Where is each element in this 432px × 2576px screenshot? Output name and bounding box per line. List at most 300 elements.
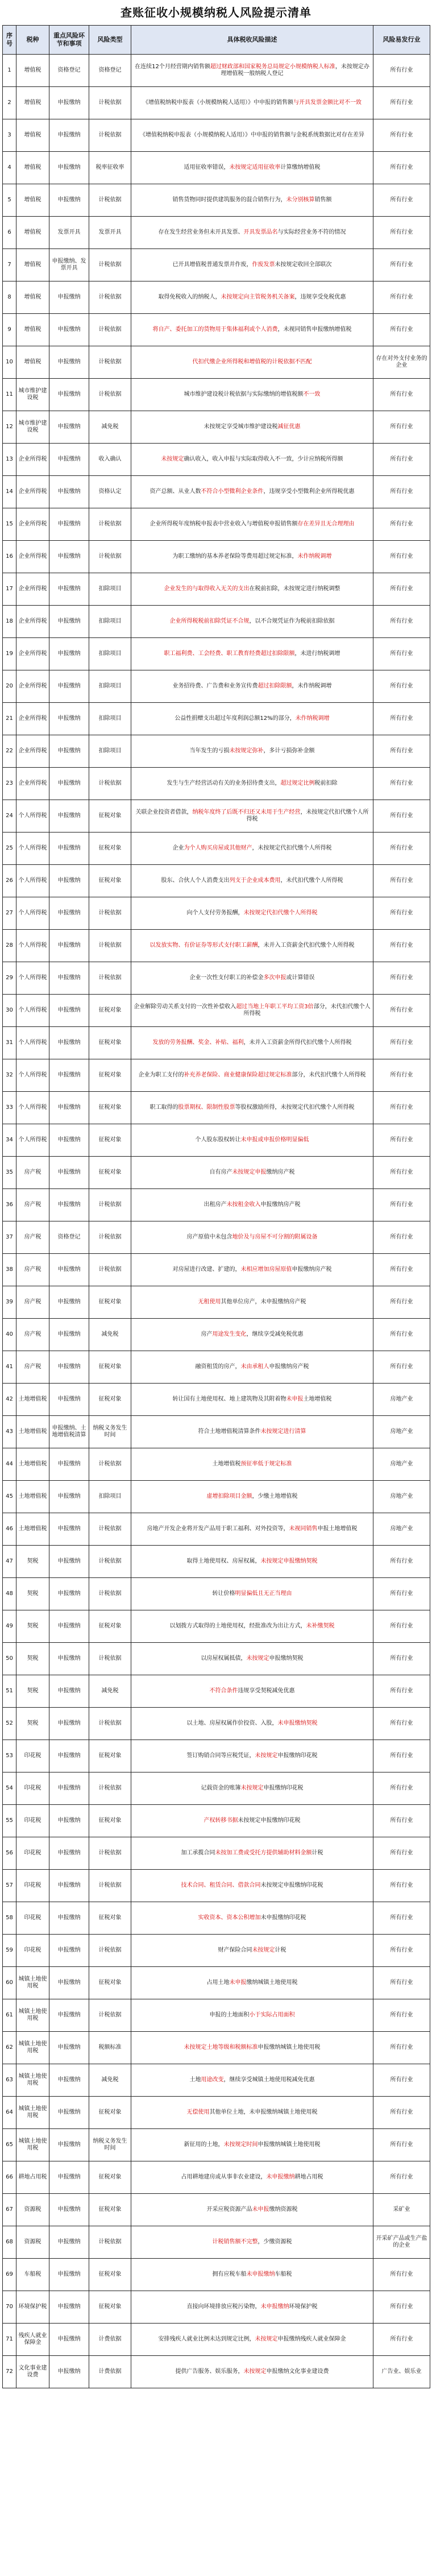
cell-no: 33 bbox=[3, 1092, 16, 1124]
cell-stage: 申报缴纳 bbox=[49, 2194, 89, 2226]
cell-desc: 《增值税纳税申报表（小规模纳税人适用）》中申报的销售额与金税系统数据比对存在差异 bbox=[131, 119, 373, 152]
cell-industry: 所有行业 bbox=[373, 1286, 430, 1319]
cell-desc: 占用耕地建房或从事非农业建设，未申报缴纳耕地占用税 bbox=[131, 2161, 373, 2194]
cell-stage: 申报缴纳 bbox=[49, 1967, 89, 1999]
cell-desc: 转让国有土地使用权、地上建筑物及其附着物未申报土地增值税 bbox=[131, 1384, 373, 1416]
cell-stage: 申报缴纳 bbox=[49, 897, 89, 930]
cell-desc: 符合土地增值税清算条件未按规定进行清算 bbox=[131, 1416, 373, 1448]
cell-industry: 所有行业 bbox=[373, 444, 430, 476]
cell-tax: 印花税 bbox=[16, 1902, 49, 1935]
cell-type: 征税对象 bbox=[89, 1967, 131, 1999]
table-row bbox=[3, 2097, 430, 2129]
highlight-text: 企业发生的与取得收入无关的支出 bbox=[164, 586, 250, 592]
cell-stage: 申报缴纳 bbox=[49, 508, 89, 541]
table-row bbox=[3, 2129, 430, 2161]
cell-stage: 申报缴纳 bbox=[49, 1837, 89, 1870]
highlight-text: 无租使用 bbox=[198, 1299, 221, 1305]
table-row bbox=[3, 217, 430, 249]
cell-no: 10 bbox=[3, 346, 16, 379]
cell-stage: 申报缴纳 bbox=[49, 1935, 89, 1967]
cell-no: 63 bbox=[3, 2064, 16, 2097]
cell-tax: 个人所得税 bbox=[16, 833, 49, 865]
cell-stage: 申报缴纳 bbox=[49, 346, 89, 379]
cell-type: 计税依据 bbox=[89, 1837, 131, 1870]
cell-tax: 土地增值税 bbox=[16, 1448, 49, 1481]
cell-tax: 土地增值税 bbox=[16, 1481, 49, 1513]
risk-table bbox=[2, 25, 430, 2388]
cell-tax: 个人所得税 bbox=[16, 1059, 49, 1092]
cell-type: 计税依据 bbox=[89, 1578, 131, 1610]
table-row bbox=[3, 1384, 430, 1416]
table-row bbox=[3, 444, 430, 476]
table-row bbox=[3, 2194, 430, 2226]
table-row bbox=[3, 1448, 430, 1481]
table-row bbox=[3, 281, 430, 314]
cell-tax: 契税 bbox=[16, 1675, 49, 1708]
cell-desc: 业务招待费、广告费和业务宣传费超过扣除限额，未作纳税调增 bbox=[131, 670, 373, 703]
cell-type: 计费依据 bbox=[89, 2324, 131, 2356]
cell-industry: 所有行业 bbox=[373, 314, 430, 346]
cell-tax: 企业所得税 bbox=[16, 508, 49, 541]
cell-type: 减免税 bbox=[89, 1319, 131, 1351]
highlight-text: 多次申报 bbox=[263, 975, 286, 981]
cell-tax: 契税 bbox=[16, 1546, 49, 1578]
cell-tax: 印花税 bbox=[16, 1805, 49, 1837]
page-title: 查账征收小规模纳税人风险提示清单 bbox=[121, 6, 311, 19]
highlight-text: 预征率低于规定标准 bbox=[240, 1461, 292, 1467]
cell-tax: 文化事业建设费 bbox=[16, 2356, 49, 2388]
cell-desc: 房产原值中未包含地价及与房屋不可分割的附属设备 bbox=[131, 1221, 373, 1254]
cell-desc: 房产用途发生变化，继续享受减免税优惠 bbox=[131, 1319, 373, 1351]
cell-stage: 申报缴纳 bbox=[49, 995, 89, 1027]
highlight-text: 未申报 bbox=[286, 1396, 304, 1402]
highlight-text: 代扣代缴企业所得税和增值税的计税依据不匹配 bbox=[192, 359, 312, 365]
highlight-text: 股票期权、限制性股票 bbox=[178, 1104, 235, 1111]
cell-desc: 提供广告服务、娱乐服务，未按规定申报缴纳文化事业建设费 bbox=[131, 2356, 373, 2388]
cell-desc: 发生与生产经营活动有关的业务招待费支出，超过规定比例税前扣除 bbox=[131, 768, 373, 800]
cell-type: 征税对象 bbox=[89, 995, 131, 1027]
cell-no: 54 bbox=[3, 1772, 16, 1805]
table-row bbox=[3, 1902, 430, 1935]
cell-tax: 印花税 bbox=[16, 1772, 49, 1805]
cell-type: 征税对象 bbox=[89, 1124, 131, 1157]
highlight-text: 未按租金收入 bbox=[226, 1202, 261, 1208]
cell-stage: 申报缴纳 bbox=[49, 638, 89, 670]
highlight-text: 计税销售额不完整 bbox=[212, 2239, 258, 2245]
cell-industry: 所有行业 bbox=[373, 1059, 430, 1092]
table-row bbox=[3, 1837, 430, 1870]
cell-no: 61 bbox=[3, 1999, 16, 2032]
highlight-text: 未按规定 bbox=[240, 1785, 264, 1791]
cell-industry: 所有行业 bbox=[373, 735, 430, 768]
cell-tax: 个人所得税 bbox=[16, 1027, 49, 1059]
cell-type: 征税对象 bbox=[89, 1059, 131, 1092]
cell-stage: 申报缴纳 bbox=[49, 735, 89, 768]
cell-stage: 发票开具 bbox=[49, 217, 89, 249]
table-body bbox=[3, 55, 430, 2388]
cell-type: 计税依据 bbox=[89, 1546, 131, 1578]
table-row bbox=[3, 1254, 430, 1286]
cell-stage: 申报缴纳 bbox=[49, 768, 89, 800]
cell-no: 42 bbox=[3, 1384, 16, 1416]
cell-tax: 契税 bbox=[16, 1578, 49, 1610]
cell-type: 资格认定 bbox=[89, 476, 131, 508]
cell-industry: 所有行业 bbox=[373, 379, 430, 411]
table-row bbox=[3, 476, 430, 508]
highlight-text: 未申报 bbox=[252, 2206, 269, 2213]
cell-no: 25 bbox=[3, 833, 16, 865]
cell-no: 19 bbox=[3, 638, 16, 670]
table-row bbox=[3, 930, 430, 962]
cell-no: 49 bbox=[3, 1610, 16, 1643]
cell-no: 47 bbox=[3, 1546, 16, 1578]
cell-desc: 取得免税收入的纳税人，未按规定向主管税务机关备案，违规享受免税优惠 bbox=[131, 281, 373, 314]
cell-industry: 所有行业 bbox=[373, 1124, 430, 1157]
cell-stage: 申报缴纳 bbox=[49, 1870, 89, 1902]
table-row bbox=[3, 1999, 430, 2032]
cell-stage: 申报缴纳 bbox=[49, 1189, 89, 1221]
cell-type: 征税对象 bbox=[89, 1902, 131, 1935]
highlight-text: 未按规定 bbox=[252, 1947, 275, 1953]
cell-desc: 企业所得税年度纳税申报表中营业收入与增值税申报销售额存在差异且无合理理由 bbox=[131, 508, 373, 541]
cell-desc: 计税销售额不完整，少缴资源税 bbox=[131, 2226, 373, 2259]
cell-type: 计税依据 bbox=[89, 1254, 131, 1286]
cell-type: 减免税 bbox=[89, 411, 131, 444]
cell-type: 计税依据 bbox=[89, 379, 131, 411]
header-desc: 具体税收风险描述 bbox=[131, 26, 373, 55]
cell-tax: 企业所得税 bbox=[16, 541, 49, 573]
cell-industry: 房地产业 bbox=[373, 1384, 430, 1416]
cell-tax: 城镇土地使用税 bbox=[16, 2032, 49, 2064]
cell-stage: 申报缴纳 bbox=[49, 833, 89, 865]
cell-industry: 所有行业 bbox=[373, 897, 430, 930]
table-row bbox=[3, 897, 430, 930]
table-row bbox=[3, 1124, 430, 1157]
cell-no: 62 bbox=[3, 2032, 16, 2064]
cell-desc: 以土地、房屋权属作价投资、入股，未申报缴纳契税 bbox=[131, 1708, 373, 1740]
cell-stage: 申报缴纳 bbox=[49, 444, 89, 476]
highlight-text: 超过财政部和国家税务总局规定小规模纳税人标准 bbox=[210, 64, 335, 70]
highlight-text: 未按规定 bbox=[243, 2368, 267, 2375]
cell-tax: 个人所得税 bbox=[16, 995, 49, 1027]
highlight-text: 未相应增加房屋原值 bbox=[240, 1266, 292, 1273]
cell-tax: 增值税 bbox=[16, 152, 49, 184]
cell-desc: 财产保险合同未按规定计税 bbox=[131, 1935, 373, 1967]
cell-tax: 城镇土地使用税 bbox=[16, 2129, 49, 2161]
cell-type: 计税依据 bbox=[89, 281, 131, 314]
highlight-text: 与开具发票金额比对不一致 bbox=[293, 100, 362, 106]
cell-stage: 资格登记 bbox=[49, 55, 89, 87]
cell-desc: 已开具增值税普通发票并作废，作废发票未按规定收回全部联次 bbox=[131, 249, 373, 281]
cell-stage: 申报缴纳 bbox=[49, 2226, 89, 2259]
highlight-text: 将自产、委托加工的货物用于集体福利或个人消费 bbox=[152, 326, 278, 333]
cell-industry: 所有行业 bbox=[373, 87, 430, 119]
cell-industry: 所有行业 bbox=[373, 930, 430, 962]
cell-tax: 环境保护税 bbox=[16, 2291, 49, 2324]
cell-no: 50 bbox=[3, 1643, 16, 1675]
cell-stage: 申报缴纳 bbox=[49, 2032, 89, 2064]
highlight-text: 未申报缴纳 bbox=[260, 2304, 289, 2310]
cell-tax: 个人所得税 bbox=[16, 1124, 49, 1157]
cell-type: 计税依据 bbox=[89, 346, 131, 379]
table-row bbox=[3, 1772, 430, 1805]
cell-tax: 残疾人就业保障金 bbox=[16, 2324, 49, 2356]
cell-tax: 房产税 bbox=[16, 1189, 49, 1221]
cell-desc: 发放的劳务报酬、奖金、补贴、福利，未并入工资薪金所得代扣代缴个人所得税 bbox=[131, 1027, 373, 1059]
cell-stage: 申报缴纳 bbox=[49, 2064, 89, 2097]
cell-stage: 申报缴纳 bbox=[49, 1610, 89, 1643]
highlight-text: 未按规定 bbox=[161, 456, 184, 462]
cell-no: 38 bbox=[3, 1254, 16, 1286]
cell-type: 减免税 bbox=[89, 1675, 131, 1708]
cell-no: 13 bbox=[3, 444, 16, 476]
cell-type: 计税依据 bbox=[89, 1643, 131, 1675]
cell-industry: 所有行业 bbox=[373, 670, 430, 703]
cell-tax: 契税 bbox=[16, 1610, 49, 1643]
cell-industry: 所有行业 bbox=[373, 1870, 430, 1902]
cell-desc: 转让价格明显偏低且无正当理由 bbox=[131, 1578, 373, 1610]
highlight-text: 未申报缴纳 bbox=[246, 2271, 275, 2277]
cell-type: 计税依据 bbox=[89, 1999, 131, 2032]
cell-desc: 融资租赁的房产，未由承租人申报缴纳房产税 bbox=[131, 1351, 373, 1384]
cell-type: 计税依据 bbox=[89, 1189, 131, 1221]
cell-industry: 所有行业 bbox=[373, 2324, 430, 2356]
table-row bbox=[3, 2259, 430, 2291]
highlight-text: 超过规定比例 bbox=[280, 780, 315, 786]
cell-desc bbox=[131, 346, 373, 379]
cell-industry: 房地产业 bbox=[373, 1448, 430, 1481]
cell-industry: 所有行业 bbox=[373, 1610, 430, 1643]
table-row bbox=[3, 768, 430, 800]
cell-type: 征税对象 bbox=[89, 1384, 131, 1416]
cell-stage: 申报缴纳 bbox=[49, 1027, 89, 1059]
table-row bbox=[3, 865, 430, 897]
highlight-text: 未由承租人 bbox=[240, 1364, 269, 1370]
cell-stage: 申报缴纳 bbox=[49, 476, 89, 508]
cell-industry: 所有行业 bbox=[373, 281, 430, 314]
cell-no: 40 bbox=[3, 1319, 16, 1351]
cell-stage: 申报缴纳 bbox=[49, 1740, 89, 1772]
table-row bbox=[3, 314, 430, 346]
cell-no: 27 bbox=[3, 897, 16, 930]
cell-desc: 企业所得税税前扣除凭证不合规，以不合规凭证作为税前扣除依据 bbox=[131, 606, 373, 638]
cell-stage: 申报缴纳 bbox=[49, 2097, 89, 2129]
table-row bbox=[3, 1513, 430, 1546]
cell-no: 65 bbox=[3, 2129, 16, 2161]
cell-type: 扣除项目 bbox=[89, 606, 131, 638]
table-row bbox=[3, 800, 430, 833]
cell-tax: 增值税 bbox=[16, 55, 49, 87]
cell-tax: 企业所得税 bbox=[16, 735, 49, 768]
table-row bbox=[3, 249, 430, 281]
highlight-text: 未按规定进行清算 bbox=[260, 1428, 306, 1435]
cell-type: 征税对象 bbox=[89, 1027, 131, 1059]
cell-type: 征税对象 bbox=[89, 1157, 131, 1189]
cell-stage: 申报缴纳 bbox=[49, 1351, 89, 1384]
table-row bbox=[3, 1610, 430, 1643]
highlight-text: 未按规定申报缴纳契税 bbox=[260, 1558, 318, 1564]
cell-no: 32 bbox=[3, 1059, 16, 1092]
cell-tax: 车船税 bbox=[16, 2259, 49, 2291]
cell-tax: 印花税 bbox=[16, 1837, 49, 1870]
highlight-text: 产权转移书据 bbox=[203, 1817, 238, 1824]
cell-desc: 申报的土地面积小于实际占用面积 bbox=[131, 1999, 373, 2032]
cell-stage: 申报缴纳 bbox=[49, 1124, 89, 1157]
cell-type: 纳税义务发生时间 bbox=[89, 2129, 131, 2161]
cell-industry: 所有行业 bbox=[373, 2291, 430, 2324]
cell-tax: 个人所得税 bbox=[16, 800, 49, 833]
cell-desc: 以房屋权属抵债，未按规定申报缴纳契税 bbox=[131, 1643, 373, 1675]
cell-no: 5 bbox=[3, 184, 16, 217]
cell-type: 征税对象 bbox=[89, 1092, 131, 1124]
table-row bbox=[3, 1221, 430, 1254]
cell-stage: 申报缴纳 bbox=[49, 865, 89, 897]
highlight-text: 不符合小型微利企业条件 bbox=[201, 488, 264, 495]
cell-stage: 申报缴纳 bbox=[49, 541, 89, 573]
cell-stage: 申报缴纳 bbox=[49, 2291, 89, 2324]
table-row bbox=[3, 1189, 430, 1221]
cell-industry: 所有行业 bbox=[373, 411, 430, 444]
cell-type: 计税依据 bbox=[89, 1708, 131, 1740]
cell-no: 37 bbox=[3, 1221, 16, 1254]
cell-desc: 安排残疾人就业比例未达到规定比例，未按规定申报缴纳残疾人就业保障金 bbox=[131, 2324, 373, 2356]
cell-tax: 房产税 bbox=[16, 1351, 49, 1384]
highlight-text: 作废发票 bbox=[252, 262, 275, 268]
cell-tax: 增值税 bbox=[16, 281, 49, 314]
cell-desc: 出租房产未按租金收入申报缴纳房产税 bbox=[131, 1189, 373, 1221]
highlight-text: 未按规定弥补 bbox=[229, 748, 264, 754]
highlight-text: 职工福利费、工会经费、职工教育经费超过扣除限额 bbox=[164, 651, 295, 657]
cell-stage: 申报缴纳 bbox=[49, 573, 89, 606]
cell-tax: 增值税 bbox=[16, 217, 49, 249]
cell-tax: 城镇土地使用税 bbox=[16, 2064, 49, 2097]
table-row bbox=[3, 670, 430, 703]
table-row bbox=[3, 1740, 430, 1772]
highlight-text: 虚增扣除项目金额 bbox=[206, 1493, 252, 1500]
cell-no: 34 bbox=[3, 1124, 16, 1157]
highlight-text: 未申报缴纳 bbox=[266, 2174, 295, 2180]
cell-desc: 土地用途改变，继续享受城镇土地使用税减免优惠 bbox=[131, 2064, 373, 2097]
cell-no: 45 bbox=[3, 1481, 16, 1513]
highlight-text: 未按规定代扣代缴个人所得税 bbox=[243, 910, 318, 916]
cell-industry: 所有行业 bbox=[373, 119, 430, 152]
cell-no: 28 bbox=[3, 930, 16, 962]
cell-no: 29 bbox=[3, 962, 16, 995]
header-tax: 税种 bbox=[16, 26, 49, 55]
table-row bbox=[3, 1059, 430, 1092]
cell-desc: 未按规定确认收入，收入申报与实际取得收入不一致，少计应纳税所得额 bbox=[131, 444, 373, 476]
cell-desc: 以发放实物、有价证券等形式支付职工薪酬，未并入工资薪金代扣代缴个人所得税 bbox=[131, 930, 373, 962]
table-row bbox=[3, 411, 430, 444]
cell-industry: 所有行业 bbox=[373, 55, 430, 87]
cell-type: 扣除项目 bbox=[89, 670, 131, 703]
cell-industry: 开采矿产品或生产盐的企业 bbox=[373, 2226, 430, 2259]
cell-desc: 企业为个人购买房屋或其他财产，未按规定代扣代缴个人所得税 bbox=[131, 833, 373, 865]
cell-type: 资格登记 bbox=[89, 55, 131, 87]
cell-tax: 城市维护建设税 bbox=[16, 411, 49, 444]
cell-stage: 申报缴纳 bbox=[49, 930, 89, 962]
highlight-text: 技术合同、租赁合同、借款合同 bbox=[181, 1882, 261, 1888]
cell-tax: 契税 bbox=[16, 1643, 49, 1675]
cell-stage: 申报缴纳 bbox=[49, 703, 89, 735]
highlight-text: 为个人购买房屋或其他财产 bbox=[184, 845, 252, 851]
cell-tax: 企业所得税 bbox=[16, 573, 49, 606]
cell-desc: 职工取得的股票期权、限制性股票等股权激励所得，未按规定代扣代缴个人所得税 bbox=[131, 1092, 373, 1124]
cell-no: 51 bbox=[3, 1675, 16, 1708]
cell-tax: 增值税 bbox=[16, 249, 49, 281]
table-row bbox=[3, 2226, 430, 2259]
table-row bbox=[3, 735, 430, 768]
cell-desc: 以划拨方式取得的土地使用权，经批准改为出让方式，未补缴契税 bbox=[131, 1610, 373, 1643]
cell-no: 21 bbox=[3, 703, 16, 735]
cell-stage: 申报缴纳 bbox=[49, 411, 89, 444]
cell-desc: 房地产开发企业将开发产品用于职工福利、对外投资等，未视同销售申报土地增值税 bbox=[131, 1513, 373, 1546]
cell-tax: 企业所得税 bbox=[16, 638, 49, 670]
cell-desc: 未按规定享受城市维护建设税减征优惠 bbox=[131, 411, 373, 444]
cell-tax: 增值税 bbox=[16, 346, 49, 379]
cell-no: 59 bbox=[3, 1935, 16, 1967]
cell-tax: 企业所得税 bbox=[16, 703, 49, 735]
cell-no: 15 bbox=[3, 508, 16, 541]
cell-tax: 土地增值税 bbox=[16, 1513, 49, 1546]
cell-type: 征税对象 bbox=[89, 2161, 131, 2194]
cell-industry: 所有行业 bbox=[373, 1092, 430, 1124]
table-row bbox=[3, 379, 430, 411]
cell-type: 扣除项目 bbox=[89, 573, 131, 606]
cell-desc: 销售货物同时提供建筑服务的混合销售行为，未分别核算销售额 bbox=[131, 184, 373, 217]
cell-no: 58 bbox=[3, 1902, 16, 1935]
cell-stage: 申报缴纳 bbox=[49, 119, 89, 152]
cell-desc: 实收资本、资本公积增加未申报缴纳印花税 bbox=[131, 1902, 373, 1935]
cell-type: 计税依据 bbox=[89, 1221, 131, 1254]
highlight-text: 未按规定 bbox=[246, 1655, 269, 1662]
highlight-text: 发放的劳务报酬、奖金、补贴、福利 bbox=[152, 1039, 244, 1046]
cell-desc: 在连续12个月经营期内销售额超过财政部和国家税务总局规定小规模纳税人标准，未按规定办理增值税一般纳税人登记 bbox=[131, 55, 373, 87]
cell-no: 11 bbox=[3, 379, 16, 411]
cell-industry: 所有行业 bbox=[373, 1740, 430, 1772]
header-type: 风险类型 bbox=[89, 26, 131, 55]
cell-stage: 申报缴纳 bbox=[49, 1384, 89, 1416]
cell-industry: 所有行业 bbox=[373, 249, 430, 281]
highlight-text: 未按规定 bbox=[255, 2336, 278, 2342]
highlight-text: 超过当地上年职工平均工资3倍 bbox=[236, 1004, 314, 1010]
cell-desc: 产权转移书据未按规定申报缴纳印花税 bbox=[131, 1805, 373, 1837]
cell-type: 扣除项目 bbox=[89, 703, 131, 735]
cell-industry: 所有行业 bbox=[373, 2129, 430, 2161]
cell-stage: 申报缴纳、土地增值税清算 bbox=[49, 1416, 89, 1448]
table-row bbox=[3, 833, 430, 865]
table-row bbox=[3, 962, 430, 995]
highlight-text: 不一致 bbox=[303, 391, 321, 397]
cell-no: 72 bbox=[3, 2356, 16, 2388]
cell-type: 计税依据 bbox=[89, 1870, 131, 1902]
table-row bbox=[3, 152, 430, 184]
cell-industry: 所有行业 bbox=[373, 1189, 430, 1221]
cell-type: 征税对象 bbox=[89, 800, 131, 833]
highlight-text: 开具发票品名 bbox=[243, 229, 278, 235]
cell-type: 征税对象 bbox=[89, 1610, 131, 1643]
cell-no: 36 bbox=[3, 1189, 16, 1221]
cell-tax: 企业所得税 bbox=[16, 444, 49, 476]
cell-type: 征税对象 bbox=[89, 2259, 131, 2291]
highlight-text: 未视同销售 bbox=[289, 1526, 318, 1532]
cell-stage: 申报缴纳 bbox=[49, 2129, 89, 2161]
cell-desc: 拥有应税车船未申报缴纳车船税 bbox=[131, 2259, 373, 2291]
cell-tax: 增值税 bbox=[16, 87, 49, 119]
cell-stage: 申报缴纳 bbox=[49, 1254, 89, 1286]
cell-stage: 申报缴纳 bbox=[49, 281, 89, 314]
cell-no: 12 bbox=[3, 411, 16, 444]
